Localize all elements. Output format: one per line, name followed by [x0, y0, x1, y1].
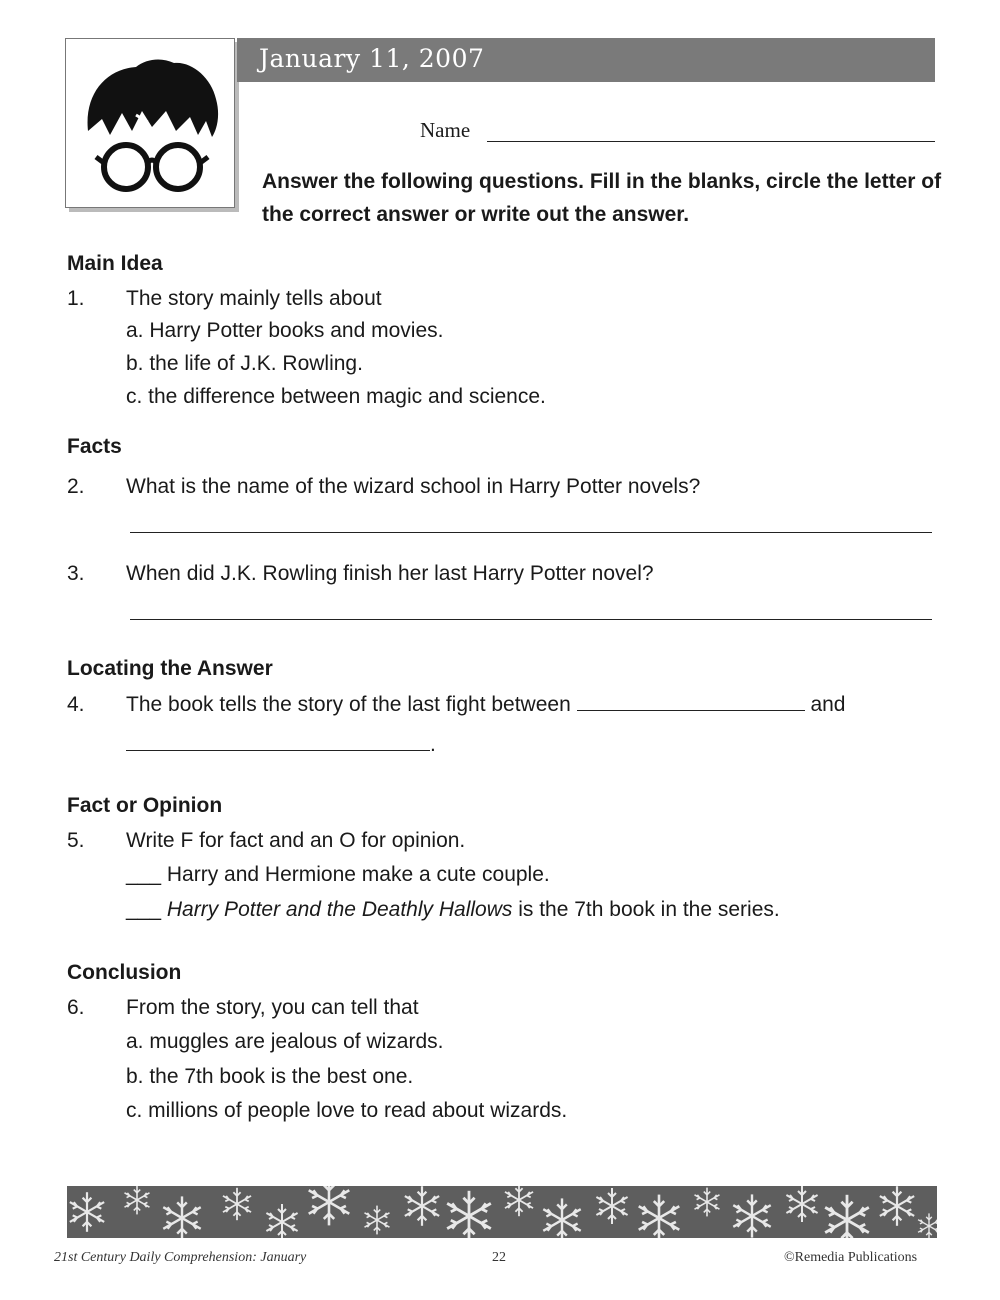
question-3-text: When did J.K. Rowling finish her last Harry Potter novel?	[126, 562, 654, 585]
harry-potter-face-icon	[66, 39, 234, 207]
question-1-option-c[interactable]: c. the difference between magic and science.	[126, 385, 546, 408]
section-heading-main-idea: Main Idea	[67, 252, 163, 275]
section-heading-locating: Locating the Answer	[67, 657, 273, 680]
section-heading-conclusion: Conclusion	[67, 961, 182, 984]
answer-line-2[interactable]	[130, 532, 932, 533]
question-5-text: Write F for fact and an O for opinion.	[126, 829, 466, 852]
question-6-text: From the story, you can tell that	[126, 996, 419, 1019]
fact-opinion-item-2	[126, 898, 780, 922]
question-1-option-a[interactable]: a. Harry Potter books and movies.	[126, 319, 444, 342]
question-4-line-2	[126, 733, 436, 757]
fact-opinion-text-1: Harry and Hermione make a cute couple.	[166, 863, 550, 886]
name-label: Name	[420, 118, 471, 142]
question-4-end: .	[430, 733, 436, 756]
snowflake-pattern-icon	[67, 1186, 937, 1238]
question-number-5: 5.	[67, 829, 85, 852]
fact-opinion-blank-1[interactable]: ___	[126, 863, 162, 886]
question-number-2: 2.	[67, 475, 85, 498]
section-heading-fact-opinion: Fact or Opinion	[67, 794, 223, 817]
book-title: Harry Potter and the Deathly Hallows	[166, 898, 513, 921]
instructions: Answer the following questions. Fill in the blanks, circle the letter of the correct answer or write out the answer.	[262, 170, 942, 226]
fact-opinion-blank-2[interactable]: ___	[126, 898, 162, 921]
harry-potter-logo	[65, 38, 235, 208]
question-number-4: 4.	[67, 693, 85, 716]
question-1-text: The story mainly tells about	[126, 287, 382, 310]
snowflake-band	[67, 1186, 937, 1238]
question-6-option-a[interactable]: a. muggles are jealous of wizards.	[126, 1030, 444, 1053]
date-banner	[237, 38, 935, 82]
question-2-text: What is the name of the wizard school in Harry Potter novels?	[126, 475, 701, 498]
question-6-option-b[interactable]: b. the 7th book is the best one.	[126, 1065, 414, 1088]
question-4-start: The book tells the story of the last fight between	[126, 693, 571, 716]
question-4-text	[126, 693, 926, 717]
name-input-line[interactable]	[487, 141, 935, 142]
fact-opinion-text-2: is the 7th book in the series.	[512, 898, 780, 921]
answer-blank-4b[interactable]	[126, 734, 430, 751]
question-number-6: 6.	[67, 996, 85, 1019]
footer-book-title: 21st Century Daily Comprehension: January	[54, 1250, 307, 1265]
fact-opinion-item-1	[126, 863, 550, 887]
question-4-and: and	[810, 693, 846, 716]
answer-blank-4a[interactable]	[577, 694, 805, 711]
footer-publisher: ©Remedia Publications	[784, 1250, 918, 1265]
question-number-3: 3.	[67, 562, 85, 585]
footer-page-number: 22	[492, 1250, 506, 1265]
question-6-option-c[interactable]: c. millions of people love to read about wizards.	[126, 1099, 568, 1122]
answer-line-3[interactable]	[130, 619, 932, 620]
question-1-option-b[interactable]: b. the life of J.K. Rowling.	[126, 352, 363, 375]
question-number-1: 1.	[67, 287, 85, 310]
section-heading-facts: Facts	[67, 435, 122, 458]
date-text: January 11, 2007	[259, 44, 485, 73]
